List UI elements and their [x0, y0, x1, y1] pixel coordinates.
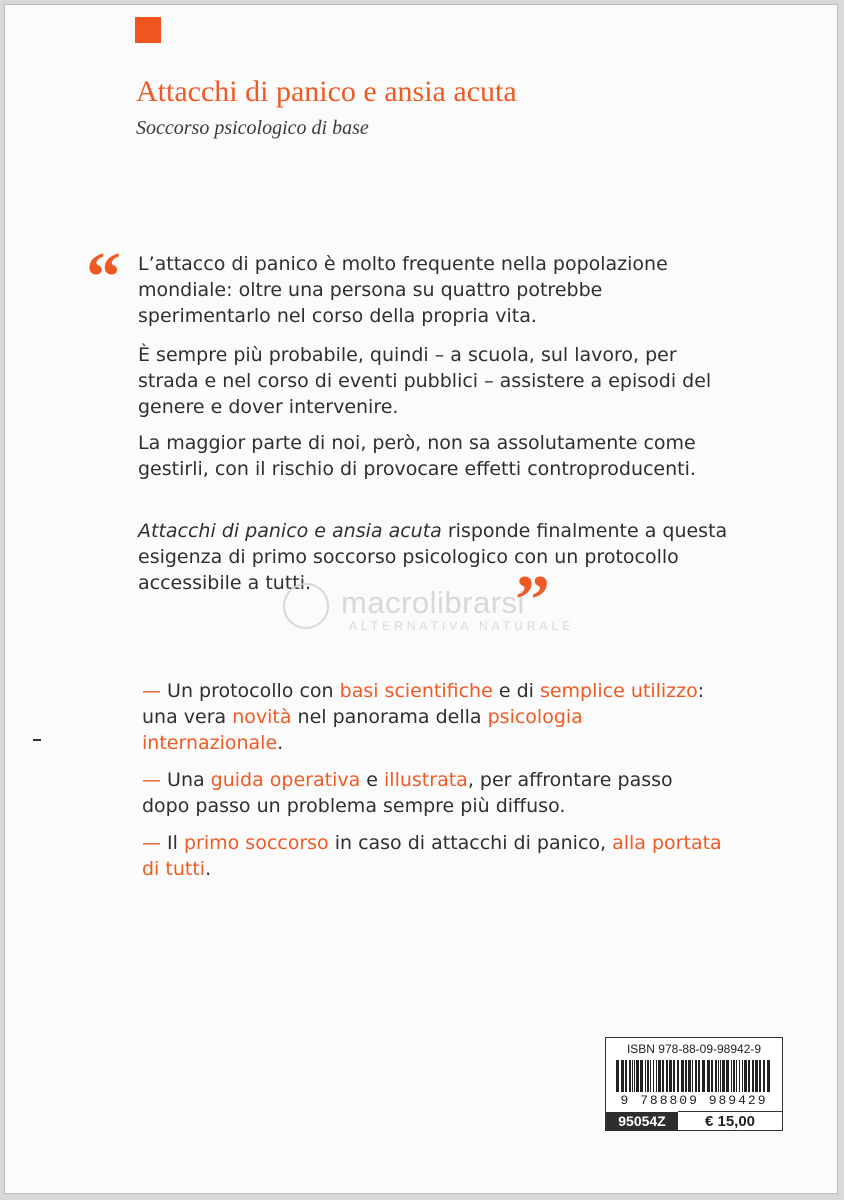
- bullet-highlight: semplice utilizzo: [539, 680, 698, 702]
- quote-paragraph-4-text: risponde finalmente a questa esigenza di primo soccorso psicologico con un protocollo accessibile a tutti.: [138, 520, 728, 594]
- barcode-digits: 9 788809 989429: [620, 1093, 768, 1108]
- bullet-text: Il: [161, 832, 184, 854]
- bullet-1: [142, 678, 722, 756]
- bullet-highlight: psicologia internazionale: [142, 706, 583, 754]
- bullet-highlight: primo soccorso: [183, 832, 329, 854]
- bullet-text: e di: [492, 680, 540, 702]
- quote-paragraph-3: La maggior parte di noi, però, non sa assolutamente come gestirli, con il rischio di provocare effetti controproducenti.: [138, 432, 696, 480]
- watermark-leaf-icon: [283, 583, 329, 629]
- orange-square-logo: [135, 17, 161, 43]
- quote-book-title: Attacchi di panico e ansia acuta: [138, 520, 442, 542]
- close-quote-mark: ”: [515, 562, 550, 639]
- bullet-text: Un protocollo con: [161, 680, 340, 702]
- bullet-dash: —: [142, 832, 161, 854]
- price: € 15,00: [678, 1111, 782, 1131]
- quote-paragraph-2: È sempre più probabile, quindi – a scuola, sul lavoro, per strada e nel corso di eventi pubblici – assistere a episodi del genere e dover intervenire.: [138, 344, 712, 418]
- bullet-text: .: [205, 858, 212, 880]
- barcode-icon: [616, 1060, 772, 1092]
- bullet-text: Una: [161, 769, 211, 791]
- bullet-text: in caso di attacchi di panico,: [328, 832, 613, 854]
- bullet-text: nel panorama della: [291, 706, 488, 728]
- quote-paragraph-1: L’attacco di panico è molto frequente nella popolazione mondiale: oltre una persona su quattro potrebbe sperimentarlo nel corso della propria vita.: [138, 253, 668, 327]
- product-code: 95054Z: [606, 1112, 678, 1131]
- bullet-text: e: [360, 769, 385, 791]
- bullet-dash: —: [142, 769, 161, 791]
- bullet-highlight: basi scientifiche: [339, 680, 493, 702]
- back-cover: [4, 4, 838, 1194]
- bullet-highlight: alla portata di tutti: [142, 832, 722, 880]
- bullet-dash: —: [142, 680, 161, 702]
- book-subtitle: Soccorso psicologico di base: [136, 117, 369, 139]
- bullet-text: : una vera: [142, 680, 705, 728]
- watermark-tagline: ALTERNATIVA NATURALE: [349, 619, 575, 633]
- bullet-3: [142, 830, 722, 882]
- book-title: Attacchi di panico e ansia acuta: [136, 75, 517, 108]
- barcode-box: [605, 1037, 783, 1131]
- watermark-name: macrolibrarsi: [341, 585, 525, 620]
- bullet-text: , per affrontare passo dopo passo un problema sempre più diffuso.: [142, 769, 673, 817]
- bullet-highlight: guida operativa: [210, 769, 361, 791]
- bullet-text: .: [277, 732, 284, 754]
- bullet-2: [142, 767, 722, 819]
- bullet-highlight: illustrata: [384, 769, 468, 791]
- open-quote-mark: “: [86, 239, 121, 316]
- isbn-text: ISBN 978-88-09-98942-9: [626, 1042, 762, 1056]
- bullet-highlight: novità: [232, 706, 292, 728]
- stray-mark: [33, 739, 41, 741]
